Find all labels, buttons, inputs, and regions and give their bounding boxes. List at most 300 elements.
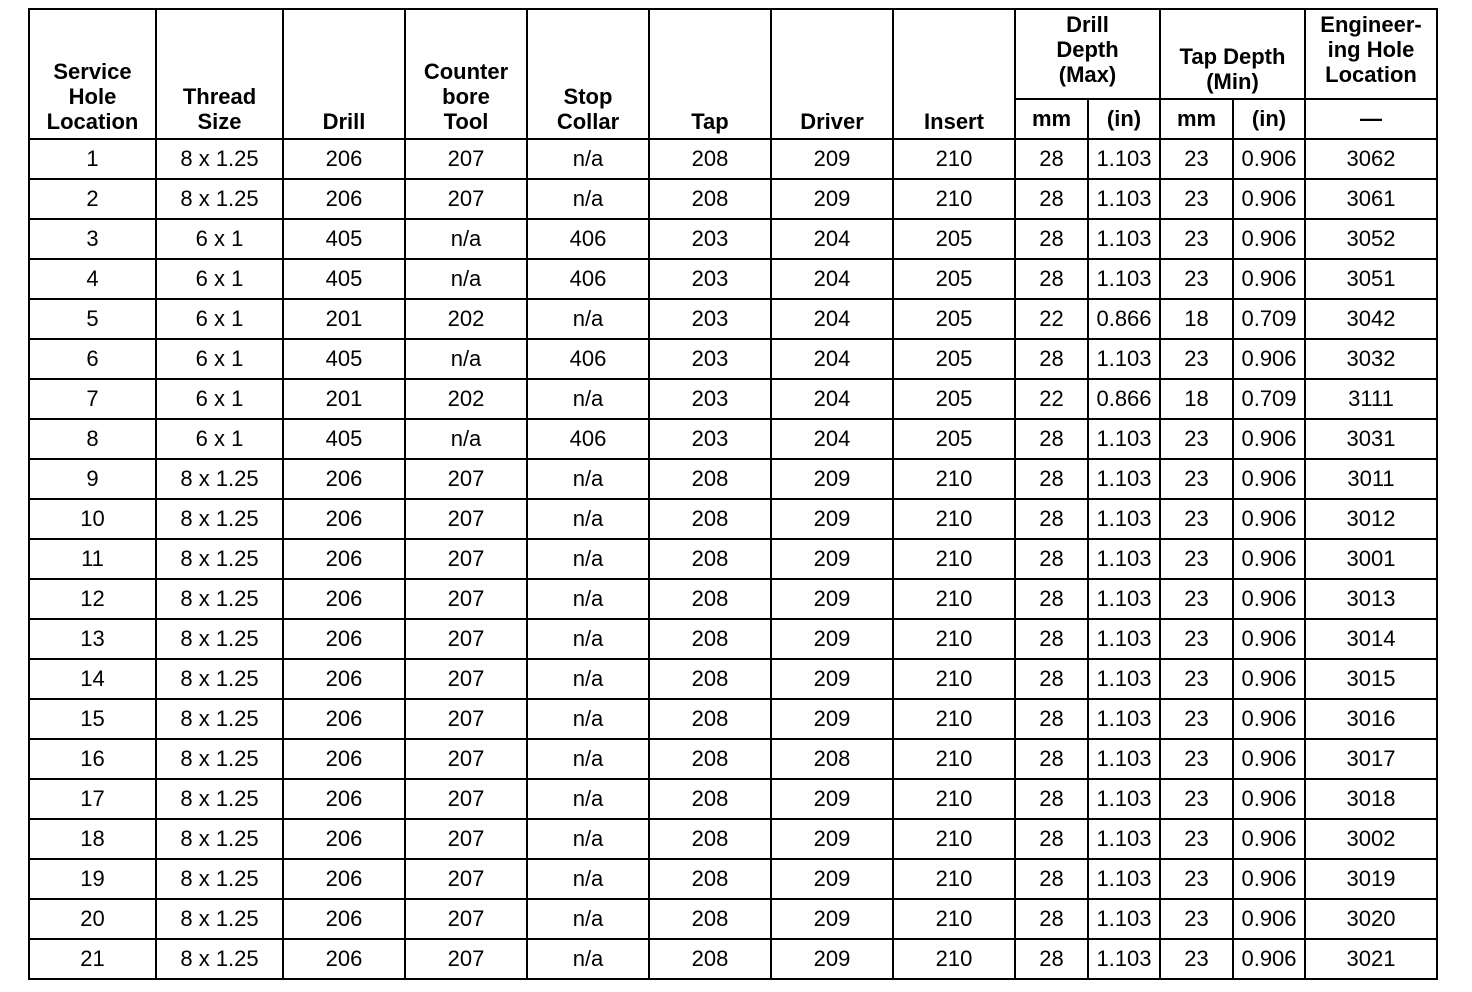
cell-drill: 201 xyxy=(283,299,405,339)
col-header-counterbore-tool xyxy=(405,9,527,139)
table-row xyxy=(29,699,1437,739)
cell-tap-depth-in: 0.906 xyxy=(1233,259,1305,299)
cell-drill: 206 xyxy=(283,699,405,739)
cell-service-hole-location: 14 xyxy=(29,659,156,699)
cell-service-hole-location: 8 xyxy=(29,419,156,459)
cell-counterbore-tool: 207 xyxy=(405,619,527,659)
cell-tap-depth-in: 0.906 xyxy=(1233,579,1305,619)
cell-drill: 206 xyxy=(283,939,405,979)
cell-insert: 210 xyxy=(893,139,1015,179)
cell-tap-depth-mm: 23 xyxy=(1160,859,1233,899)
cell-engineering-hole-location: 3032 xyxy=(1305,339,1437,379)
cell-tap-depth-in: 0.906 xyxy=(1233,219,1305,259)
cell-thread-size: 8 x 1.25 xyxy=(156,579,283,619)
cell-drill-depth-in: 1.103 xyxy=(1088,619,1160,659)
cell-service-hole-location: 10 xyxy=(29,499,156,539)
header-line: Tap Depth xyxy=(1179,44,1286,69)
cell-tap: 208 xyxy=(649,739,771,779)
cell-engineering-hole-location: 3051 xyxy=(1305,259,1437,299)
cell-drill-depth-in: 1.103 xyxy=(1088,139,1160,179)
cell-service-hole-location: 19 xyxy=(29,859,156,899)
header-line: Hole xyxy=(68,84,117,109)
header-line: (Min) xyxy=(1206,69,1259,94)
cell-engineering-hole-location: 3062 xyxy=(1305,139,1437,179)
cell-driver: 209 xyxy=(771,819,893,859)
cell-driver: 209 xyxy=(771,579,893,619)
cell-drill-depth-in: 1.103 xyxy=(1088,859,1160,899)
cell-stop-collar: n/a xyxy=(527,459,649,499)
cell-driver: 208 xyxy=(771,739,893,779)
cell-insert: 210 xyxy=(893,779,1015,819)
col-header-engineering-hole-location xyxy=(1305,9,1437,99)
table-row xyxy=(29,499,1437,539)
header-line: Thread xyxy=(182,84,257,109)
cell-drill-depth-in: 1.103 xyxy=(1088,219,1160,259)
cell-thread-size: 8 x 1.25 xyxy=(156,939,283,979)
cell-insert: 210 xyxy=(893,939,1015,979)
cell-counterbore-tool: 207 xyxy=(405,579,527,619)
cell-drill-depth-in: 1.103 xyxy=(1088,779,1160,819)
cell-drill-depth-in: 0.866 xyxy=(1088,379,1160,419)
cell-drill-depth-mm: 22 xyxy=(1015,299,1088,339)
cell-engineering-hole-location: 3031 xyxy=(1305,419,1437,459)
header-line: Stop xyxy=(563,84,613,109)
cell-service-hole-location: 7 xyxy=(29,379,156,419)
cell-engineering-hole-location: 3042 xyxy=(1305,299,1437,339)
cell-service-hole-location: 12 xyxy=(29,579,156,619)
cell-drill-depth-mm: 28 xyxy=(1015,219,1088,259)
cell-tap: 208 xyxy=(649,859,771,899)
cell-tap-depth-mm: 23 xyxy=(1160,779,1233,819)
cell-drill-depth-in: 1.103 xyxy=(1088,459,1160,499)
cell-counterbore-tool: n/a xyxy=(405,339,527,379)
table-row xyxy=(29,779,1437,819)
cell-thread-size: 6 x 1 xyxy=(156,339,283,379)
cell-stop-collar: 406 xyxy=(527,419,649,459)
cell-stop-collar: n/a xyxy=(527,899,649,939)
cell-tap: 203 xyxy=(649,299,771,339)
cell-service-hole-location: 2 xyxy=(29,179,156,219)
cell-tap-depth-in: 0.906 xyxy=(1233,659,1305,699)
cell-tap-depth-in: 0.906 xyxy=(1233,819,1305,859)
cell-drill-depth-in: 1.103 xyxy=(1088,499,1160,539)
table-row xyxy=(29,259,1437,299)
cell-counterbore-tool: 207 xyxy=(405,899,527,939)
cell-service-hole-location: 20 xyxy=(29,899,156,939)
cell-drill: 206 xyxy=(283,899,405,939)
cell-thread-size: 8 x 1.25 xyxy=(156,779,283,819)
table-row xyxy=(29,659,1437,699)
cell-tap-depth-mm: 23 xyxy=(1160,579,1233,619)
header-line: Tool xyxy=(443,109,489,134)
cell-drill: 206 xyxy=(283,499,405,539)
cell-drill: 206 xyxy=(283,179,405,219)
table-row xyxy=(29,739,1437,779)
cell-tap: 208 xyxy=(649,459,771,499)
cell-drill: 206 xyxy=(283,459,405,499)
cell-driver: 209 xyxy=(771,899,893,939)
cell-tap-depth-in: 0.709 xyxy=(1233,379,1305,419)
cell-engineering-hole-location: 3018 xyxy=(1305,779,1437,819)
cell-counterbore-tool: 207 xyxy=(405,819,527,859)
cell-engineering-hole-location: 3001 xyxy=(1305,539,1437,579)
cell-stop-collar: 406 xyxy=(527,219,649,259)
cell-engineering-hole-location: 3111 xyxy=(1305,379,1437,419)
header-line: (Max) xyxy=(1058,62,1117,87)
cell-tap: 203 xyxy=(649,219,771,259)
cell-counterbore-tool: n/a xyxy=(405,259,527,299)
cell-tap-depth-in: 0.906 xyxy=(1233,739,1305,779)
cell-drill-depth-in: 1.103 xyxy=(1088,739,1160,779)
cell-insert: 210 xyxy=(893,459,1015,499)
cell-drill: 206 xyxy=(283,539,405,579)
cell-drill-depth-mm: 28 xyxy=(1015,819,1088,859)
cell-stop-collar: n/a xyxy=(527,699,649,739)
cell-engineering-hole-location: 3002 xyxy=(1305,819,1437,859)
cell-counterbore-tool: 207 xyxy=(405,859,527,899)
header-line: Driver xyxy=(800,109,864,134)
cell-insert: 205 xyxy=(893,419,1015,459)
cell-driver: 209 xyxy=(771,939,893,979)
header-line: Counter xyxy=(423,59,509,84)
cell-drill: 206 xyxy=(283,579,405,619)
table-row xyxy=(29,299,1437,339)
cell-drill-depth-mm: 28 xyxy=(1015,939,1088,979)
cell-drill: 405 xyxy=(283,419,405,459)
cell-thread-size: 8 x 1.25 xyxy=(156,499,283,539)
tool-table xyxy=(28,8,1438,980)
cell-tap: 208 xyxy=(649,699,771,739)
header-line: Insert xyxy=(924,109,984,134)
table-row xyxy=(29,619,1437,659)
cell-stop-collar: n/a xyxy=(527,539,649,579)
cell-insert: 210 xyxy=(893,619,1015,659)
cell-service-hole-location: 1 xyxy=(29,139,156,179)
cell-thread-size: 6 x 1 xyxy=(156,259,283,299)
cell-engineering-hole-location: 3016 xyxy=(1305,699,1437,739)
cell-stop-collar: n/a xyxy=(527,859,649,899)
col-header-tap xyxy=(649,9,771,139)
cell-drill: 206 xyxy=(283,779,405,819)
cell-tap-depth-mm: 23 xyxy=(1160,419,1233,459)
table-row xyxy=(29,819,1437,859)
table-body xyxy=(29,139,1437,979)
cell-counterbore-tool: 207 xyxy=(405,939,527,979)
header-line: Tap xyxy=(691,109,729,134)
cell-drill: 206 xyxy=(283,139,405,179)
cell-driver: 209 xyxy=(771,499,893,539)
header-line: bore xyxy=(442,84,490,109)
header-line: Size xyxy=(197,109,242,134)
cell-drill-depth-mm: 28 xyxy=(1015,499,1088,539)
cell-drill-depth-in: 1.103 xyxy=(1088,579,1160,619)
cell-drill-depth-in: 1.103 xyxy=(1088,259,1160,299)
header-line: Drill xyxy=(322,109,366,134)
table-row xyxy=(29,939,1437,979)
cell-drill-depth-mm: 28 xyxy=(1015,459,1088,499)
cell-thread-size: 8 x 1.25 xyxy=(156,819,283,859)
header-row xyxy=(29,9,1437,99)
cell-tap-depth-mm: 23 xyxy=(1160,699,1233,739)
cell-drill-depth-mm: 28 xyxy=(1015,699,1088,739)
cell-driver: 204 xyxy=(771,259,893,299)
cell-tap-depth-in: 0.906 xyxy=(1233,339,1305,379)
cell-engineering-hole-location: 3021 xyxy=(1305,939,1437,979)
cell-engineering-hole-location: 3013 xyxy=(1305,579,1437,619)
cell-tap-depth-in: 0.906 xyxy=(1233,419,1305,459)
cell-drill-depth-mm: 28 xyxy=(1015,139,1088,179)
cell-stop-collar: n/a xyxy=(527,739,649,779)
cell-tap-depth-in: 0.906 xyxy=(1233,499,1305,539)
cell-insert: 210 xyxy=(893,899,1015,939)
unit-tap-depth-in: (in) xyxy=(1233,99,1305,139)
table-row xyxy=(29,459,1437,499)
cell-thread-size: 8 x 1.25 xyxy=(156,739,283,779)
cell-service-hole-location: 21 xyxy=(29,939,156,979)
cell-drill: 206 xyxy=(283,659,405,699)
cell-drill: 206 xyxy=(283,859,405,899)
cell-tap-depth-in: 0.906 xyxy=(1233,539,1305,579)
cell-tap-depth-mm: 23 xyxy=(1160,739,1233,779)
cell-tap-depth-mm: 23 xyxy=(1160,939,1233,979)
cell-driver: 209 xyxy=(771,659,893,699)
cell-drill: 405 xyxy=(283,219,405,259)
cell-tap-depth-mm: 23 xyxy=(1160,539,1233,579)
cell-stop-collar: n/a xyxy=(527,139,649,179)
cell-driver: 209 xyxy=(771,459,893,499)
cell-driver: 204 xyxy=(771,419,893,459)
cell-counterbore-tool: n/a xyxy=(405,419,527,459)
cell-insert: 205 xyxy=(893,379,1015,419)
cell-insert: 210 xyxy=(893,579,1015,619)
cell-tap-depth-mm: 23 xyxy=(1160,819,1233,859)
cell-tap: 208 xyxy=(649,939,771,979)
cell-thread-size: 8 x 1.25 xyxy=(156,619,283,659)
cell-tap-depth-mm: 23 xyxy=(1160,179,1233,219)
unit-drill-depth-mm: mm xyxy=(1015,99,1088,139)
header-line: ing Hole xyxy=(1327,37,1415,62)
cell-thread-size: 8 x 1.25 xyxy=(156,539,283,579)
cell-thread-size: 8 x 1.25 xyxy=(156,659,283,699)
unit-engineering-hole: — xyxy=(1305,99,1437,139)
table-row xyxy=(29,899,1437,939)
cell-service-hole-location: 15 xyxy=(29,699,156,739)
cell-drill-depth-mm: 28 xyxy=(1015,539,1088,579)
header-line: Location xyxy=(46,109,139,134)
cell-drill: 206 xyxy=(283,819,405,859)
cell-insert: 210 xyxy=(893,859,1015,899)
cell-tap: 208 xyxy=(649,899,771,939)
cell-counterbore-tool: 207 xyxy=(405,779,527,819)
cell-drill: 206 xyxy=(283,619,405,659)
cell-service-hole-location: 13 xyxy=(29,619,156,659)
cell-driver: 209 xyxy=(771,859,893,899)
cell-engineering-hole-location: 3011 xyxy=(1305,459,1437,499)
cell-thread-size: 8 x 1.25 xyxy=(156,859,283,899)
cell-engineering-hole-location: 3017 xyxy=(1305,739,1437,779)
cell-drill-depth-mm: 28 xyxy=(1015,579,1088,619)
cell-engineering-hole-location: 3019 xyxy=(1305,859,1437,899)
cell-counterbore-tool: 207 xyxy=(405,699,527,739)
cell-tap-depth-in: 0.906 xyxy=(1233,939,1305,979)
cell-drill-depth-in: 1.103 xyxy=(1088,819,1160,859)
cell-drill-depth-mm: 28 xyxy=(1015,339,1088,379)
cell-service-hole-location: 18 xyxy=(29,819,156,859)
cell-tap: 208 xyxy=(649,619,771,659)
cell-driver: 209 xyxy=(771,139,893,179)
cell-service-hole-location: 11 xyxy=(29,539,156,579)
cell-counterbore-tool: 207 xyxy=(405,139,527,179)
cell-tap-depth-in: 0.906 xyxy=(1233,699,1305,739)
header-line: Drill xyxy=(1066,12,1109,37)
cell-service-hole-location: 4 xyxy=(29,259,156,299)
cell-thread-size: 8 x 1.25 xyxy=(156,699,283,739)
table-row xyxy=(29,419,1437,459)
cell-tap: 208 xyxy=(649,539,771,579)
cell-driver: 204 xyxy=(771,219,893,259)
cell-tap-depth-mm: 18 xyxy=(1160,379,1233,419)
cell-tap-depth-in: 0.906 xyxy=(1233,779,1305,819)
cell-insert: 210 xyxy=(893,699,1015,739)
cell-driver: 209 xyxy=(771,619,893,659)
col-header-insert xyxy=(893,9,1015,139)
cell-stop-collar: n/a xyxy=(527,579,649,619)
col-header-drill xyxy=(283,9,405,139)
cell-thread-size: 8 x 1.25 xyxy=(156,459,283,499)
cell-tap: 208 xyxy=(649,579,771,619)
cell-stop-collar: 406 xyxy=(527,259,649,299)
table-row xyxy=(29,339,1437,379)
col-header-driver xyxy=(771,9,893,139)
cell-service-hole-location: 6 xyxy=(29,339,156,379)
cell-service-hole-location: 9 xyxy=(29,459,156,499)
cell-drill: 201 xyxy=(283,379,405,419)
cell-counterbore-tool: 202 xyxy=(405,379,527,419)
cell-stop-collar: n/a xyxy=(527,779,649,819)
table-row xyxy=(29,219,1437,259)
cell-thread-size: 8 x 1.25 xyxy=(156,139,283,179)
cell-engineering-hole-location: 3015 xyxy=(1305,659,1437,699)
cell-drill-depth-in: 1.103 xyxy=(1088,939,1160,979)
cell-tap: 203 xyxy=(649,419,771,459)
col-header-tap-depth xyxy=(1160,9,1305,99)
cell-insert: 210 xyxy=(893,499,1015,539)
cell-drill-depth-in: 1.103 xyxy=(1088,419,1160,459)
cell-tap-depth-mm: 23 xyxy=(1160,459,1233,499)
cell-counterbore-tool: 207 xyxy=(405,179,527,219)
cell-drill-depth-mm: 28 xyxy=(1015,419,1088,459)
table-row xyxy=(29,139,1437,179)
cell-drill: 405 xyxy=(283,259,405,299)
cell-drill-depth-in: 1.103 xyxy=(1088,899,1160,939)
cell-stop-collar: n/a xyxy=(527,819,649,859)
cell-counterbore-tool: 207 xyxy=(405,499,527,539)
unit-tap-depth-mm: mm xyxy=(1160,99,1233,139)
cell-tap: 208 xyxy=(649,499,771,539)
cell-engineering-hole-location: 3014 xyxy=(1305,619,1437,659)
cell-insert: 205 xyxy=(893,219,1015,259)
cell-stop-collar: n/a xyxy=(527,299,649,339)
cell-tap-depth-mm: 23 xyxy=(1160,139,1233,179)
cell-insert: 210 xyxy=(893,539,1015,579)
cell-tap-depth-mm: 23 xyxy=(1160,499,1233,539)
cell-counterbore-tool: n/a xyxy=(405,219,527,259)
table-row xyxy=(29,859,1437,899)
cell-drill-depth-in: 1.103 xyxy=(1088,339,1160,379)
cell-tap-depth-in: 0.906 xyxy=(1233,459,1305,499)
cell-drill-depth-in: 1.103 xyxy=(1088,699,1160,739)
cell-tap: 208 xyxy=(649,819,771,859)
cell-tap: 203 xyxy=(649,379,771,419)
table-row xyxy=(29,179,1437,219)
cell-drill-depth-mm: 28 xyxy=(1015,859,1088,899)
cell-insert: 205 xyxy=(893,339,1015,379)
cell-stop-collar: n/a xyxy=(527,939,649,979)
cell-drill: 206 xyxy=(283,739,405,779)
cell-service-hole-location: 17 xyxy=(29,779,156,819)
cell-thread-size: 6 x 1 xyxy=(156,419,283,459)
cell-drill-depth-in: 0.866 xyxy=(1088,299,1160,339)
cell-tap: 208 xyxy=(649,659,771,699)
cell-thread-size: 6 x 1 xyxy=(156,299,283,339)
cell-tap: 208 xyxy=(649,179,771,219)
cell-drill-depth-mm: 28 xyxy=(1015,179,1088,219)
cell-insert: 205 xyxy=(893,299,1015,339)
col-header-service-hole-location xyxy=(29,9,156,139)
cell-tap: 208 xyxy=(649,139,771,179)
cell-tap-depth-mm: 23 xyxy=(1160,259,1233,299)
table-row xyxy=(29,379,1437,419)
cell-service-hole-location: 16 xyxy=(29,739,156,779)
cell-drill-depth-mm: 22 xyxy=(1015,379,1088,419)
cell-stop-collar: 406 xyxy=(527,339,649,379)
cell-tap-depth-in: 0.906 xyxy=(1233,859,1305,899)
cell-driver: 209 xyxy=(771,179,893,219)
cell-thread-size: 8 x 1.25 xyxy=(156,179,283,219)
header-line: Engineer- xyxy=(1320,12,1422,37)
cell-drill-depth-in: 1.103 xyxy=(1088,539,1160,579)
cell-tap-depth-mm: 23 xyxy=(1160,659,1233,699)
cell-tap-depth-mm: 23 xyxy=(1160,339,1233,379)
cell-stop-collar: n/a xyxy=(527,179,649,219)
header-line: Location xyxy=(1325,62,1417,87)
cell-tap-depth-in: 0.906 xyxy=(1233,899,1305,939)
col-header-thread-size xyxy=(156,9,283,139)
cell-service-hole-location: 5 xyxy=(29,299,156,339)
cell-stop-collar: n/a xyxy=(527,499,649,539)
header-line: Depth xyxy=(1056,37,1119,62)
cell-tap-depth-mm: 18 xyxy=(1160,299,1233,339)
cell-thread-size: 6 x 1 xyxy=(156,379,283,419)
cell-counterbore-tool: 207 xyxy=(405,459,527,499)
cell-tap: 203 xyxy=(649,339,771,379)
cell-driver: 209 xyxy=(771,539,893,579)
cell-tap-depth-mm: 23 xyxy=(1160,899,1233,939)
table-row xyxy=(29,579,1437,619)
cell-thread-size: 8 x 1.25 xyxy=(156,899,283,939)
cell-drill-depth-mm: 28 xyxy=(1015,899,1088,939)
cell-tap-depth-mm: 23 xyxy=(1160,219,1233,259)
cell-driver: 209 xyxy=(771,779,893,819)
cell-counterbore-tool: 207 xyxy=(405,539,527,579)
cell-tap-depth-mm: 23 xyxy=(1160,619,1233,659)
cell-counterbore-tool: 207 xyxy=(405,659,527,699)
cell-drill-depth-in: 1.103 xyxy=(1088,179,1160,219)
cell-tap-depth-in: 0.906 xyxy=(1233,139,1305,179)
cell-drill-depth-mm: 28 xyxy=(1015,779,1088,819)
cell-stop-collar: n/a xyxy=(527,659,649,699)
cell-stop-collar: n/a xyxy=(527,379,649,419)
